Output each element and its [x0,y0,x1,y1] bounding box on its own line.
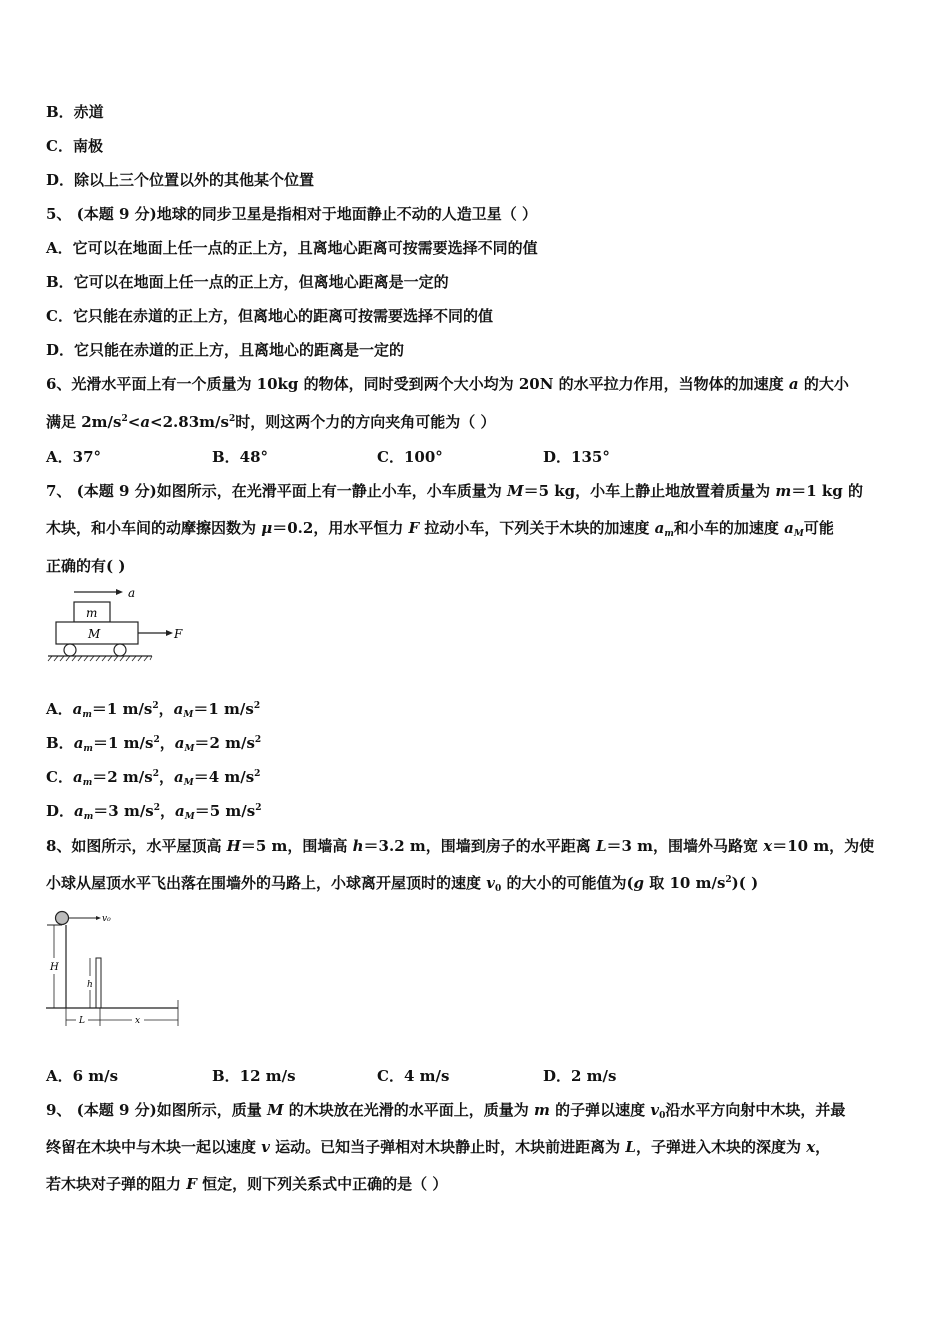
q4-option-d: D．除以上三个位置以外的其他某个位置 [46,171,315,189]
label-m: m [86,606,98,620]
q7-cart-figure [44,582,194,664]
q6-stem-line2: 满足 $2m/s^2<a<2.83m/s^2$时，则这两个力的方向夹角可能为（ ） [46,413,496,431]
q8-option-c: C．4 m/s [377,1067,450,1085]
q6-option-c: C．100° [377,448,443,466]
q7-stem-line3: 正确的有( ) [46,557,126,575]
q6-option-a: A．37° [46,448,102,466]
label-v0: v₀ [102,914,111,924]
q5-option-a: A．它可以在地面上任一点的正上方，且离地心距离可按需要选择不同的值 [46,239,538,257]
q8-stem-line1: 8、如图所示，水平屋顶高 H＝5 m，围墙高 h＝3.2 m，围墙到房子的水平距离 L＝3 m，围墙外马路宽 x＝10 m，为使 [46,837,875,855]
label-F: F [174,627,183,641]
label-H: H [50,962,59,973]
q7-option-a: A．$a_m=1$ $m/s^2$，$a_M=1$ $m/s^2$ [46,700,261,720]
q9-stem-line2: 终留在木块中与木块一起以速度 v 运动。已知当子弹相对木块静止时，木块前进距离为 L，子弹进入木块的深度为 x， [46,1138,831,1156]
q5-stem: 5、 (本题 9 分)地球的同步卫星是指相对于地面静止不动的人造卫星（ ） [46,205,537,223]
label-a: a [128,586,136,600]
q8-option-b: B．12 m/s [212,1067,296,1085]
q8-stem-line2: 小球从屋顶水平飞出落在围墙外的马路上，小球离开屋顶时的速度 $v_0$ 的大小的可能值为(g 取 10 $m/s^2$)( ) [46,874,759,894]
q7-stem-line1: 7、 (本题 9 分)如图所示，在光滑平面上有一静止小车，小车质量为 M＝5 kg，小车上静止地放置着质量为 m＝1 kg 的 [46,482,863,500]
q5-option-b: B．它可以在地面上任一点的正上方，但离地心距离是一定的 [46,273,449,291]
q4-option-b: B．赤道 [46,103,104,121]
q9-stem-line3: 若木块对子弹的阻力 F 恒定，则下列关系式中正确的是（ ） [46,1175,448,1193]
q8-roof-wall-figure [44,908,184,1030]
q6-option-d: D．135° [543,448,610,466]
q8-option-a: A．6 m/s [46,1067,119,1085]
q7-stem-line2: 木块，和小车间的动摩擦因数为 μ＝0.2，用水平恒力 F 拉动小车，下列关于木块的加速度 $a_m$和小车的加速度 $a_M$可能 [46,519,834,539]
q7-option-b: B．$a_m=1$ $m/s^2$，$a_M=2$ $m/s^2$ [46,734,262,754]
q5-option-c: C．它只能在赤道的正上方，但离地心的距离可按需要选择不同的值 [46,307,493,325]
label-L: L [79,1016,85,1026]
q9-stem-line1: 9、 (本题 9 分)如图所示，质量 M 的木块放在光滑的水平面上，质量为 m 的子弹以速度 $v_0$沿水平方向射中木块，并最 [46,1101,846,1121]
label-x: x [135,1016,141,1026]
q8-option-d: D．2 m/s [543,1067,617,1085]
label-h: h [87,980,93,990]
q6-option-b: B．48° [212,448,269,466]
q4-option-c: C．南极 [46,137,103,155]
q7-option-c: C．$a_m=2$ $m/s^2$，$a_M=4$ $m/s^2$ [46,768,261,788]
q7-option-d: D．$a_m=3$ $m/s^2$，$a_M=5$ $m/s^2$ [46,802,262,822]
q5-option-d: D．它只能在赤道的正上方，且离地心的距离是一定的 [46,341,405,359]
label-M: M [88,627,101,641]
q6-stem-line1: 6、光滑水平面上有一个质量为 10kg 的物体，同时受到两个大小均为 20N 的水平拉力作用，当物体的加速度 a 的大小 [46,375,849,393]
